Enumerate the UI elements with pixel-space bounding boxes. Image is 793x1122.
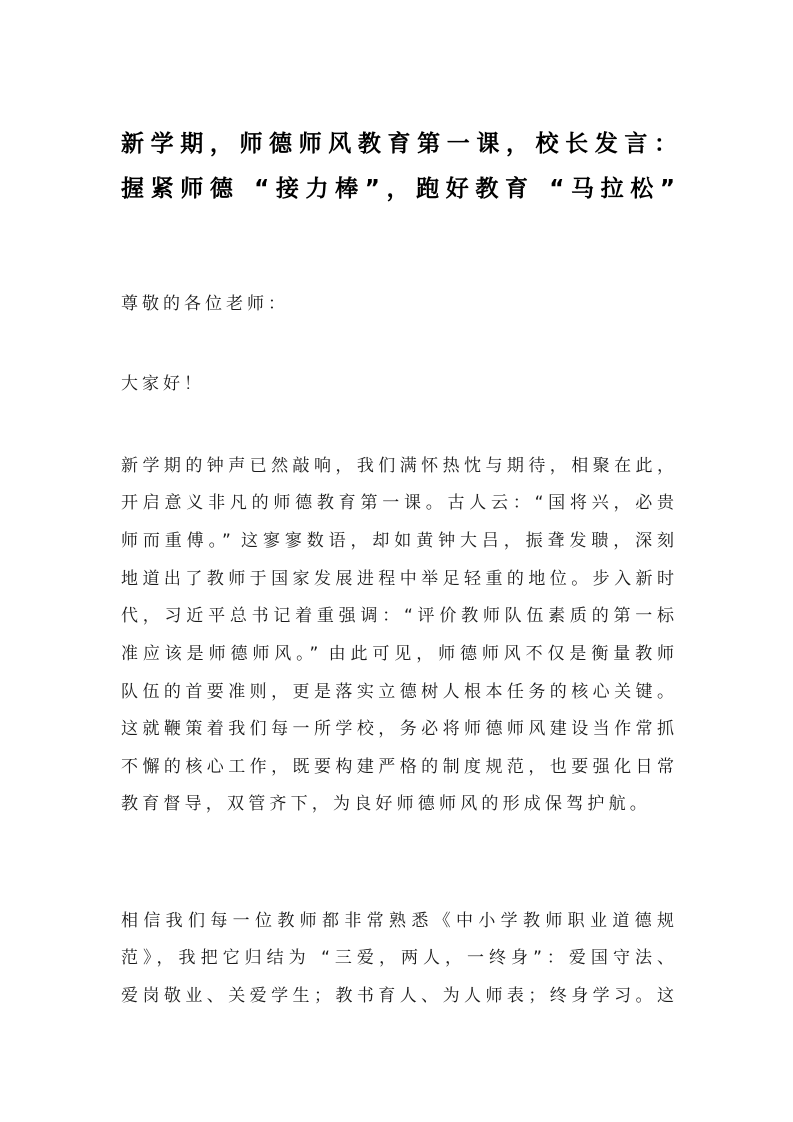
paragraph-line: 代，习近平总书记着重强调：“评价教师队伍素质的第一标	[121, 606, 674, 626]
paragraph-line: 爱岗敬业、关爱学生；教书育人、为人师表；终身学习。这	[121, 986, 674, 1006]
paragraph-line: 准应该是师德师风。” 由此可见，师德师风不仅是衡量教师	[121, 644, 674, 664]
paragraph-line: 这就鞭策着我们每一所学校，务必将师德师风建设当作常抓	[121, 719, 674, 739]
paragraph-line: 相信我们每一位教师都非常熟悉《中小学教师职业道德规	[121, 911, 674, 931]
paragraph-line: 师而重傅。” 这寥寥数语，却如黄钟大吕，振聋发聩，深刻	[121, 531, 674, 551]
paragraph-line: 开启意义非凡的师德教育第一课。古人云：“国将兴，必贵	[121, 493, 674, 513]
document-title-line-2: 握紧师德 “接力棒”，跑好教育 “马拉松”	[121, 176, 675, 202]
paragraph-line: 队伍的首要准则，更是落实立德树人根本任务的核心关键。	[121, 682, 674, 702]
paragraph-line: 范》，我把它归结为 “三爱，两人，一终身”：爱国守法、	[121, 948, 674, 968]
document-title-line-1: 新学期，师德师风教育第一课，校长发言：	[121, 131, 677, 157]
paragraph-line: 教育督导，双管齐下，为良好师德师风的形成保驾护航。	[121, 794, 651, 814]
paragraph-line: 地道出了教师于国家发展进程中举足轻重的地位。步入新时	[121, 569, 674, 589]
paragraph-line: 新学期的钟声已然敲响，我们满怀热忱与期待，相聚在此，	[121, 456, 674, 476]
greeting: 大家好！	[121, 374, 205, 394]
salutation: 尊敬的各位老师：	[121, 294, 289, 314]
paragraph-line: 不懈的核心工作，既要构建严格的制度规范，也要强化日常	[121, 757, 674, 777]
